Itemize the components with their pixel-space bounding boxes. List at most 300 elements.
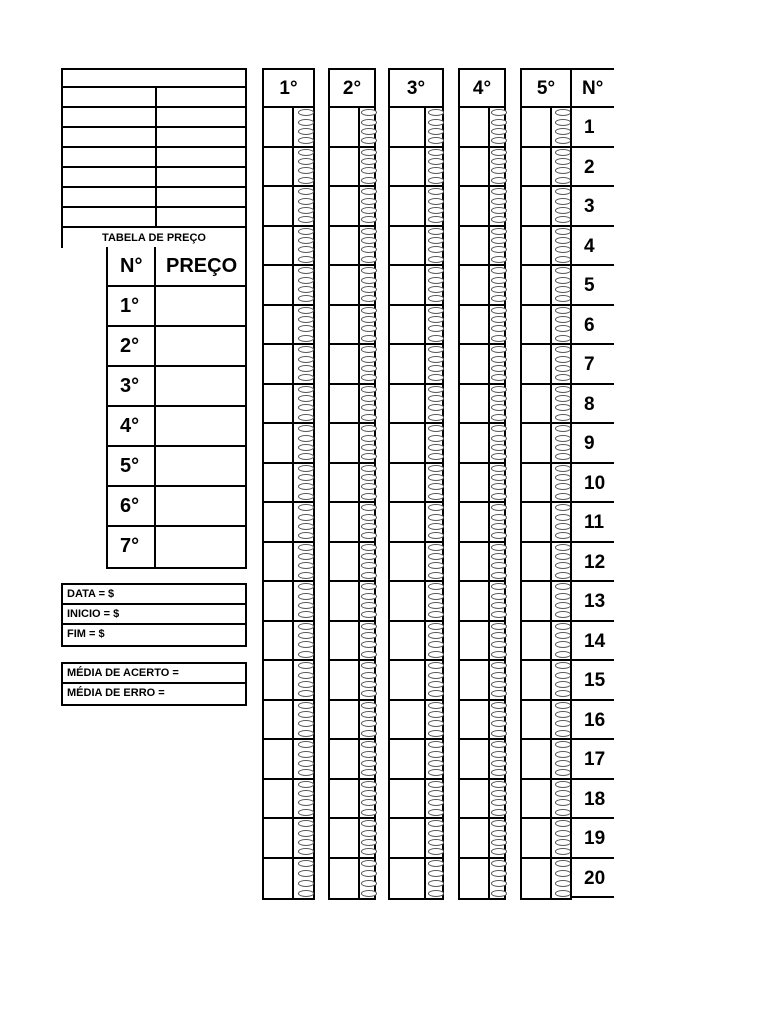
answer-bubble[interactable] [361,730,377,737]
answer-bubble[interactable] [491,435,507,442]
answer-bubble[interactable] [298,325,314,332]
price-row-value[interactable] [156,527,245,567]
answer-bubble[interactable] [555,346,571,353]
answer-row[interactable] [330,701,374,741]
answer-row[interactable] [522,148,570,188]
answer-bubble[interactable] [298,890,314,897]
answer-bubble[interactable] [428,444,444,451]
answer-bubble[interactable] [491,119,507,126]
answer-bubble[interactable] [428,751,444,758]
answer-row[interactable] [460,780,504,820]
answer-bubble[interactable] [298,809,314,816]
answer-row[interactable] [522,859,570,899]
answer-bubble[interactable] [361,395,377,402]
answer-bubble[interactable] [361,623,377,630]
answer-bubble[interactable] [361,839,377,846]
answer-row[interactable] [522,543,570,583]
answer-row[interactable] [460,266,504,306]
answer-bubble[interactable] [491,572,507,579]
answer-bubble[interactable] [361,246,377,253]
answer-bubble[interactable] [555,741,571,748]
answer-bubble[interactable] [298,532,314,539]
answer-bubble[interactable] [491,295,507,302]
answer-bubble[interactable] [298,572,314,579]
answer-bubble[interactable] [491,228,507,235]
answer-bubble[interactable] [361,544,377,551]
answer-bubble[interactable] [428,790,444,797]
answer-row[interactable] [522,227,570,267]
answer-bubble[interactable] [298,848,314,855]
answer-bubble[interactable] [555,316,571,323]
answer-bubble[interactable] [555,307,571,314]
answer-row[interactable] [330,622,374,662]
answer-bubble[interactable] [361,414,377,421]
answer-bubble[interactable] [491,799,507,806]
answer-bubble[interactable] [361,799,377,806]
answer-row[interactable] [330,780,374,820]
answer-bubble[interactable] [298,198,314,205]
answer-bubble[interactable] [555,790,571,797]
answer-bubble[interactable] [361,335,377,342]
answer-bubble[interactable] [298,207,314,214]
answer-bubble[interactable] [428,880,444,887]
answer-bubble[interactable] [491,167,507,174]
answer-bubble[interactable] [428,870,444,877]
answer-bubble[interactable] [428,690,444,697]
answer-bubble[interactable] [428,890,444,897]
answer-bubble[interactable] [361,593,377,600]
answer-bubble[interactable] [428,593,444,600]
answer-bubble[interactable] [491,444,507,451]
answer-bubble[interactable] [428,325,444,332]
answer-bubble[interactable] [298,386,314,393]
answer-bubble[interactable] [491,474,507,481]
answer-bubble[interactable] [361,119,377,126]
answer-bubble[interactable] [428,720,444,727]
answer-bubble[interactable] [555,177,571,184]
price-row-value[interactable] [156,447,245,485]
answer-bubble[interactable] [361,198,377,205]
answer-bubble[interactable] [555,632,571,639]
answer-bubble[interactable] [428,799,444,806]
answer-bubble[interactable] [361,681,377,688]
answer-bubble[interactable] [491,553,507,560]
answer-bubble[interactable] [361,769,377,776]
answer-row[interactable] [460,819,504,859]
answer-bubble[interactable] [428,316,444,323]
answer-bubble[interactable] [428,267,444,274]
answer-bubble[interactable] [555,769,571,776]
answer-bubble[interactable] [298,681,314,688]
answer-bubble[interactable] [298,583,314,590]
answer-bubble[interactable] [491,730,507,737]
answer-bubble[interactable] [555,602,571,609]
answer-row[interactable] [522,622,570,662]
answer-row[interactable] [330,266,374,306]
answer-bubble[interactable] [298,730,314,737]
answer-bubble[interactable] [555,751,571,758]
answer-bubble[interactable] [298,335,314,342]
answer-bubble[interactable] [361,307,377,314]
answer-bubble[interactable] [428,158,444,165]
answer-row[interactable] [390,622,442,662]
answer-bubble[interactable] [555,730,571,737]
answer-bubble[interactable] [491,880,507,887]
answer-bubble[interactable] [555,158,571,165]
answer-bubble[interactable] [428,386,444,393]
answer-bubble[interactable] [298,760,314,767]
answer-bubble[interactable] [428,137,444,144]
answer-row[interactable] [460,345,504,385]
answer-bubble[interactable] [428,611,444,618]
answer-bubble[interactable] [555,483,571,490]
answer-bubble[interactable] [428,523,444,530]
answer-bubble[interactable] [361,690,377,697]
answer-row[interactable] [460,108,504,148]
answer-bubble[interactable] [428,365,444,372]
answer-bubble[interactable] [361,346,377,353]
answer-row[interactable] [460,503,504,543]
answer-bubble[interactable] [555,562,571,569]
answer-bubble[interactable] [491,751,507,758]
answer-bubble[interactable] [491,720,507,727]
answer-bubble[interactable] [361,760,377,767]
answer-row[interactable] [264,266,313,306]
answer-bubble[interactable] [555,799,571,806]
answer-row[interactable] [264,622,313,662]
answer-bubble[interactable] [428,820,444,827]
answer-bubble[interactable] [298,356,314,363]
answer-bubble[interactable] [298,474,314,481]
answer-row[interactable] [390,701,442,741]
answer-row[interactable] [522,740,570,780]
answer-bubble[interactable] [491,267,507,274]
answer-bubble[interactable] [555,404,571,411]
answer-bubble[interactable] [491,307,507,314]
answer-bubble[interactable] [361,237,377,244]
answer-bubble[interactable] [491,583,507,590]
answer-bubble[interactable] [298,167,314,174]
answer-bubble[interactable] [555,572,571,579]
answer-row[interactable] [522,464,570,504]
answer-row[interactable] [460,306,504,346]
answer-row[interactable] [330,859,374,899]
answer-bubble[interactable] [491,137,507,144]
answer-bubble[interactable] [361,848,377,855]
answer-bubble[interactable] [555,109,571,116]
answer-bubble[interactable] [361,277,377,284]
answer-bubble[interactable] [491,514,507,521]
answer-row[interactable] [390,148,442,188]
answer-bubble[interactable] [428,307,444,314]
answer-bubble[interactable] [361,493,377,500]
answer-row[interactable] [522,385,570,425]
answer-row[interactable] [522,819,570,859]
answer-row[interactable] [390,543,442,583]
answer-bubble[interactable] [491,623,507,630]
answer-row[interactable] [330,187,374,227]
answer-bubble[interactable] [298,158,314,165]
answer-bubble[interactable] [428,295,444,302]
answer-bubble[interactable] [298,374,314,381]
answer-bubble[interactable] [555,820,571,827]
answer-bubble[interactable] [298,781,314,788]
answer-row[interactable] [460,622,504,662]
answer-row[interactable] [390,740,442,780]
answer-bubble[interactable] [361,641,377,648]
answer-bubble[interactable] [361,386,377,393]
answer-bubble[interactable] [298,267,314,274]
answer-bubble[interactable] [361,672,377,679]
hit-average-field[interactable]: MÉDIA DE ACERTO = [63,664,245,684]
answer-bubble[interactable] [555,167,571,174]
answer-bubble[interactable] [555,809,571,816]
answer-bubble[interactable] [361,562,377,569]
answer-bubble[interactable] [428,830,444,837]
answer-row[interactable] [522,780,570,820]
answer-row[interactable] [390,345,442,385]
answer-bubble[interactable] [428,504,444,511]
answer-bubble[interactable] [555,720,571,727]
answer-bubble[interactable] [428,641,444,648]
answer-bubble[interactable] [428,435,444,442]
answer-row[interactable] [460,661,504,701]
answer-bubble[interactable] [491,286,507,293]
answer-bubble[interactable] [361,435,377,442]
answer-bubble[interactable] [555,583,571,590]
answer-bubble[interactable] [428,246,444,253]
answer-bubble[interactable] [361,553,377,560]
answer-bubble[interactable] [555,890,571,897]
answer-bubble[interactable] [428,848,444,855]
answer-bubble[interactable] [361,374,377,381]
answer-row[interactable] [390,819,442,859]
answer-bubble[interactable] [491,830,507,837]
answer-bubble[interactable] [555,690,571,697]
answer-row[interactable] [264,543,313,583]
answer-bubble[interactable] [361,365,377,372]
answer-bubble[interactable] [491,890,507,897]
answer-bubble[interactable] [361,188,377,195]
answer-bubble[interactable] [491,188,507,195]
answer-bubble[interactable] [361,149,377,156]
answer-bubble[interactable] [298,769,314,776]
answer-bubble[interactable] [361,316,377,323]
answer-row[interactable] [522,701,570,741]
answer-bubble[interactable] [298,593,314,600]
answer-bubble[interactable] [298,641,314,648]
answer-bubble[interactable] [361,790,377,797]
answer-bubble[interactable] [491,781,507,788]
answer-bubble[interactable] [555,504,571,511]
price-row-value[interactable] [156,407,245,445]
answer-bubble[interactable] [555,514,571,521]
answer-bubble[interactable] [428,474,444,481]
answer-bubble[interactable] [361,651,377,658]
answer-bubble[interactable] [298,316,314,323]
answer-bubble[interactable] [555,414,571,421]
answer-bubble[interactable] [298,256,314,263]
answer-bubble[interactable] [361,167,377,174]
answer-bubble[interactable] [491,532,507,539]
answer-bubble[interactable] [361,860,377,867]
answer-bubble[interactable] [491,602,507,609]
answer-bubble[interactable] [298,623,314,630]
answer-row[interactable] [460,148,504,188]
answer-row[interactable] [264,306,313,346]
answer-bubble[interactable] [361,820,377,827]
answer-row[interactable] [390,503,442,543]
answer-bubble[interactable] [491,277,507,284]
answer-bubble[interactable] [298,414,314,421]
answer-bubble[interactable] [491,346,507,353]
answer-bubble[interactable] [298,799,314,806]
answer-bubble[interactable] [491,158,507,165]
answer-bubble[interactable] [361,504,377,511]
answer-bubble[interactable] [298,425,314,432]
answer-bubble[interactable] [555,453,571,460]
answer-bubble[interactable] [361,216,377,223]
answer-row[interactable] [330,582,374,622]
answer-bubble[interactable] [555,623,571,630]
answer-bubble[interactable] [428,286,444,293]
answer-bubble[interactable] [491,465,507,472]
answer-bubble[interactable] [491,523,507,530]
answer-bubble[interactable] [555,553,571,560]
answer-bubble[interactable] [555,641,571,648]
answer-bubble[interactable] [428,769,444,776]
answer-bubble[interactable] [555,425,571,432]
answer-row[interactable] [522,582,570,622]
answer-bubble[interactable] [491,848,507,855]
answer-bubble[interactable] [491,790,507,797]
answer-bubble[interactable] [361,425,377,432]
answer-bubble[interactable] [361,702,377,709]
answer-bubble[interactable] [491,414,507,421]
answer-bubble[interactable] [298,651,314,658]
answer-bubble[interactable] [491,365,507,372]
answer-bubble[interactable] [298,870,314,877]
answer-row[interactable] [390,464,442,504]
answer-bubble[interactable] [491,207,507,214]
answer-bubble[interactable] [491,453,507,460]
answer-row[interactable] [330,819,374,859]
answer-bubble[interactable] [361,632,377,639]
answer-bubble[interactable] [555,860,571,867]
answer-row[interactable] [460,187,504,227]
answer-bubble[interactable] [491,325,507,332]
answer-bubble[interactable] [428,583,444,590]
answer-bubble[interactable] [428,177,444,184]
answer-bubble[interactable] [361,602,377,609]
answer-bubble[interactable] [491,504,507,511]
answer-bubble[interactable] [555,246,571,253]
answer-bubble[interactable] [555,295,571,302]
answer-bubble[interactable] [428,483,444,490]
answer-row[interactable] [522,345,570,385]
answer-row[interactable] [264,582,313,622]
answer-bubble[interactable] [555,848,571,855]
answer-row[interactable] [390,187,442,227]
answer-bubble[interactable] [428,681,444,688]
answer-bubble[interactable] [491,316,507,323]
answer-row[interactable] [390,227,442,267]
answer-bubble[interactable] [361,572,377,579]
answer-bubble[interactable] [361,128,377,135]
answer-bubble[interactable] [428,453,444,460]
answer-bubble[interactable] [361,880,377,887]
answer-bubble[interactable] [555,523,571,530]
answer-bubble[interactable] [555,611,571,618]
answer-row[interactable] [264,424,313,464]
answer-bubble[interactable] [428,672,444,679]
answer-bubble[interactable] [491,641,507,648]
answer-bubble[interactable] [298,602,314,609]
answer-bubble[interactable] [555,444,571,451]
answer-bubble[interactable] [428,256,444,263]
answer-bubble[interactable] [491,374,507,381]
answer-bubble[interactable] [428,404,444,411]
answer-row[interactable] [330,306,374,346]
answer-bubble[interactable] [428,188,444,195]
answer-bubble[interactable] [298,237,314,244]
answer-bubble[interactable] [428,109,444,116]
answer-row[interactable] [460,227,504,267]
answer-row[interactable] [330,740,374,780]
answer-bubble[interactable] [491,483,507,490]
start-field[interactable]: INICIO = $ [63,605,245,625]
answer-row[interactable] [264,227,313,267]
answer-bubble[interactable] [428,562,444,569]
answer-bubble[interactable] [361,207,377,214]
answer-bubble[interactable] [298,790,314,797]
answer-bubble[interactable] [428,198,444,205]
answer-bubble[interactable] [428,544,444,551]
answer-bubble[interactable] [428,602,444,609]
answer-bubble[interactable] [298,346,314,353]
answer-bubble[interactable] [298,435,314,442]
answer-bubble[interactable] [428,493,444,500]
answer-bubble[interactable] [555,493,571,500]
answer-bubble[interactable] [555,711,571,718]
answer-bubble[interactable] [428,395,444,402]
answer-bubble[interactable] [298,177,314,184]
answer-bubble[interactable] [491,425,507,432]
answer-bubble[interactable] [298,465,314,472]
answer-bubble[interactable] [361,720,377,727]
answer-bubble[interactable] [298,702,314,709]
answer-bubble[interactable] [491,651,507,658]
answer-bubble[interactable] [361,465,377,472]
answer-bubble[interactable] [361,583,377,590]
answer-bubble[interactable] [555,119,571,126]
answer-bubble[interactable] [298,711,314,718]
answer-bubble[interactable] [491,246,507,253]
answer-bubble[interactable] [555,228,571,235]
answer-bubble[interactable] [298,611,314,618]
answer-row[interactable] [522,306,570,346]
answer-row[interactable] [330,108,374,148]
answer-row[interactable] [330,543,374,583]
answer-bubble[interactable] [361,532,377,539]
answer-bubble[interactable] [491,760,507,767]
answer-bubble[interactable] [428,119,444,126]
answer-bubble[interactable] [555,474,571,481]
answer-bubble[interactable] [555,386,571,393]
answer-bubble[interactable] [491,672,507,679]
answer-bubble[interactable] [491,662,507,669]
answer-bubble[interactable] [555,277,571,284]
